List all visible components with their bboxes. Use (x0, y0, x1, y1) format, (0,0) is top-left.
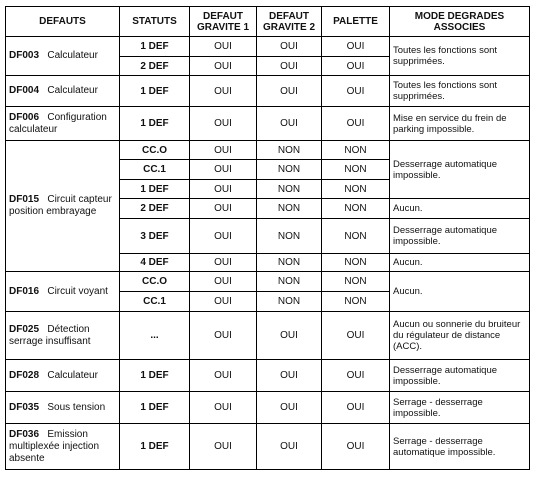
palette-cell: OUI (322, 392, 390, 424)
status-cell: 2 DEF (120, 199, 190, 219)
gravite2-cell: OUI (257, 312, 322, 360)
fault-code: DF004 (9, 85, 40, 96)
gravite1-cell: OUI (190, 360, 257, 392)
fault-cell-df036 (6, 424, 120, 470)
fault-label: Calculateur (47, 50, 98, 61)
gravite2-cell: NON (257, 292, 322, 312)
header-mode: MODE DEGRADES ASSOCIES (390, 7, 530, 37)
mode-cell: Desserrage automatique impossible. (390, 141, 530, 199)
gravite1-cell: OUI (190, 37, 257, 57)
fault-label: Circuit voyant (47, 285, 108, 297)
gravite2-cell: OUI (257, 424, 322, 470)
mode-cell: Desserrage automatique impossible. (390, 219, 530, 254)
palette-cell: OUI (322, 37, 390, 57)
gravite2-cell: NON (257, 272, 322, 292)
fault-cell-df003 (6, 37, 120, 76)
mode-cell: Toutes les fonctions sont supprimées. (390, 76, 530, 107)
fault-code: DF035 (9, 401, 40, 413)
fault-code: DF016 (9, 285, 40, 297)
fault-cell-df016 (6, 272, 120, 312)
fault-cell-df006 (6, 107, 120, 141)
gravite1-cell: OUI (190, 76, 257, 107)
gravite1-cell: OUI (190, 424, 257, 470)
header-defauts: DEFAUTS (6, 7, 120, 37)
gravite1-cell: OUI (190, 141, 257, 160)
palette-cell: NON (322, 141, 390, 160)
fault-code: DF028 (9, 369, 40, 381)
gravite2-cell: NON (257, 219, 322, 254)
table-row (6, 312, 530, 360)
table-row (6, 392, 530, 424)
fault-cell-df004 (6, 76, 120, 107)
gravite2-cell: OUI (257, 57, 322, 76)
gravite2-cell: OUI (257, 37, 322, 57)
palette-cell: OUI (322, 76, 390, 107)
gravite2-cell: OUI (257, 107, 322, 141)
gravite1-cell: OUI (190, 292, 257, 312)
fault-code: DF003 (9, 50, 40, 61)
gravite1-cell: OUI (190, 272, 257, 292)
gravite1-cell: OUI (190, 57, 257, 76)
gravite1-cell: OUI (190, 160, 257, 180)
table-row (6, 37, 530, 57)
status-cell: 1 DEF (120, 107, 190, 141)
fault-code: DF006 (9, 111, 40, 123)
gravite1-cell: OUI (190, 180, 257, 199)
status-cell: 1 DEF (120, 424, 190, 470)
table-row (6, 424, 530, 470)
palette-cell: NON (322, 292, 390, 312)
palette-cell: NON (322, 272, 390, 292)
table-row (6, 272, 530, 292)
fault-code: DF015 (9, 194, 40, 205)
gravite1-cell: OUI (190, 219, 257, 254)
gravite1-cell: OUI (190, 254, 257, 272)
palette-cell: NON (322, 180, 390, 199)
status-cell: CC.1 (120, 160, 190, 180)
table-row (6, 107, 530, 141)
palette-cell: NON (322, 254, 390, 272)
palette-cell: NON (322, 160, 390, 180)
fault-label: Calculateur (47, 85, 98, 96)
header-row (6, 7, 530, 37)
palette-cell: OUI (322, 424, 390, 470)
gravite2-cell: NON (257, 180, 322, 199)
gravite2-cell: OUI (257, 392, 322, 424)
gravite2-cell: NON (257, 160, 322, 180)
palette-cell: OUI (322, 312, 390, 360)
fault-code: DF036 (9, 428, 40, 440)
gravite1-cell: OUI (190, 312, 257, 360)
status-cell: CC.O (120, 272, 190, 292)
gravite2-cell: NON (257, 199, 322, 219)
fault-label: Circuit capteur position embrayage (9, 194, 112, 217)
fault-cell-df015 (6, 141, 120, 272)
fault-cell-df025 (6, 312, 120, 360)
status-cell: 1 DEF (120, 76, 190, 107)
status-cell: ... (120, 312, 190, 360)
table-row (6, 76, 530, 107)
header-gravite-1: DEFAUT GRAVITE 1 (190, 7, 257, 37)
gravite2-cell: OUI (257, 360, 322, 392)
fault-table (5, 6, 530, 470)
fault-label: Calculateur (47, 369, 98, 381)
fault-label: Sous tension (47, 401, 106, 413)
fault-code: DF025 (9, 323, 40, 335)
status-cell: 1 DEF (120, 392, 190, 424)
gravite2-cell: OUI (257, 76, 322, 107)
gravite2-cell: NON (257, 254, 322, 272)
mode-cell: Aucun. (390, 254, 530, 272)
palette-cell: OUI (322, 360, 390, 392)
status-cell: 1 DEF (120, 180, 190, 199)
mode-cell: Aucun. (390, 199, 530, 219)
page (5, 6, 530, 470)
table-row (6, 360, 530, 392)
palette-cell: OUI (322, 107, 390, 141)
gravite1-cell: OUI (190, 199, 257, 219)
mode-cell: Aucun. (390, 272, 530, 312)
palette-cell: OUI (322, 57, 390, 76)
fault-label: Détection serrage insuffisant (9, 323, 91, 347)
fault-cell-df035 (6, 392, 120, 424)
gravite1-cell: OUI (190, 107, 257, 141)
gravite1-cell: OUI (190, 392, 257, 424)
fault-cell-df028 (6, 360, 120, 392)
mode-cell: Serrage - desserrage automatique impossible. (390, 424, 530, 470)
fault-label: Emission multiplexée injection absente (9, 428, 100, 464)
mode-cell: Aucun ou sonnerie du bruiteur du régulateur de distance (ACC). (390, 312, 530, 360)
header-palette: PALETTE (322, 7, 390, 37)
status-cell: 1 DEF (120, 37, 190, 57)
palette-cell: NON (322, 199, 390, 219)
mode-cell: Serrage - desserrage impossible. (390, 392, 530, 424)
status-cell: 2 DEF (120, 57, 190, 76)
mode-cell: Mise en service du frein de parking impossible. (390, 107, 530, 141)
header-gravite-2: DEFAUT GRAVITE 2 (257, 7, 322, 37)
status-cell: CC.O (120, 141, 190, 160)
status-cell: 1 DEF (120, 360, 190, 392)
header-statuts: STATUTS (120, 7, 190, 37)
status-cell: CC.1 (120, 292, 190, 312)
table-row (6, 141, 530, 160)
status-cell: 4 DEF (120, 254, 190, 272)
palette-cell: NON (322, 219, 390, 254)
status-cell: 3 DEF (120, 219, 190, 254)
mode-cell: Desserrage automatique impossible. (390, 360, 530, 392)
fault-label: Configuration calculateur (9, 111, 107, 135)
gravite2-cell: NON (257, 141, 322, 160)
mode-cell: Toutes les fonctions sont supprimées. (390, 37, 530, 76)
